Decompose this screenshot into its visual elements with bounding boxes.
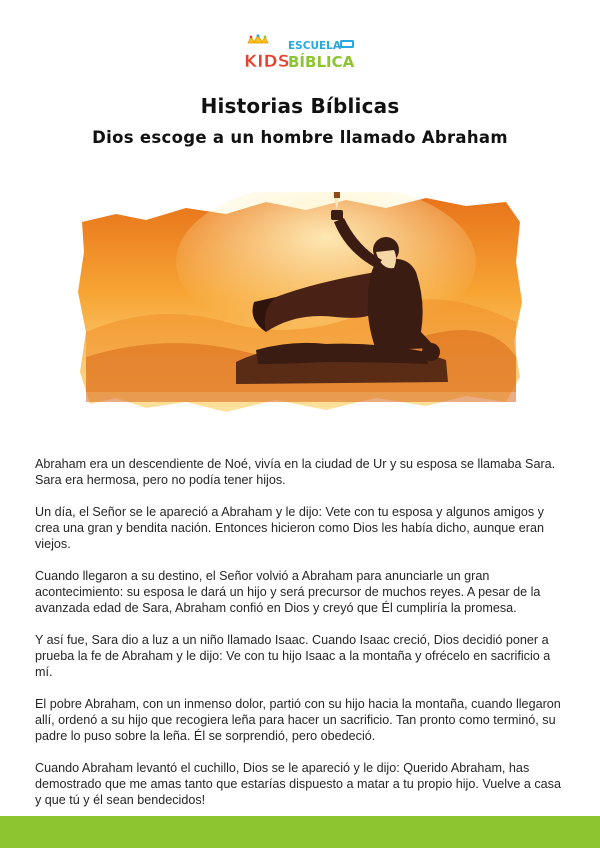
logo-escuela-text: ESCUELA xyxy=(288,40,341,52)
story-paragraph: El pobre Abraham, con un inmenso dolor, partió con su hijo hacia la montaña, cuando llegaron allí, ordenó a su hijo que recogiera leña para hacer un sacrificio. Tan pronto como terminó, su padre lo puso sobre la leña. Él se sorprendió, pero obedeció. xyxy=(35,697,561,743)
story-paragraph: Cuando llegaron a su destino, el Señor volvió a Abraham para anunciarle un gran acontecimiento: su esposa le dará un hijo y será precursor de muchos reyes. A pesar de la avanzada edad de Sara, Abraham confió en Dios y creyó que Él cumpliría la promesa. xyxy=(35,569,541,615)
story-body xyxy=(35,456,567,824)
footer-band xyxy=(0,816,600,848)
logo-biblica-text: BÍBLICA xyxy=(288,53,355,71)
story-paragraph: Abraham era un descendiente de Noé, vivía en la ciudad de Ur y su esposa se llamaba Sara. Sara era hermosa, pero no podía tener hijos. xyxy=(35,457,556,487)
story-paragraph: Cuando Abraham levantó el cuchillo, Dios se le apareció y le dijo: Querido Abraham, has demostrado que me amas tanto que estarías dispuesto a matar a tu propio hijo. Vuelve a casa y que tú y él sean bendecidos! xyxy=(35,761,561,807)
logo-graphic xyxy=(242,34,360,74)
page-title: Historias Bíblicas xyxy=(200,94,400,118)
story-paragraph: Un día, el Señor se le apareció a Abraham y le dijo: Vete con tu esposa y algunos amigos y crea una gran y bendita nación. Entonces hicieron como Dios les había dicho, aunque eran viejos. xyxy=(35,505,544,551)
abraham-illustration xyxy=(76,192,524,420)
abraham-raising-knife-illustration xyxy=(76,192,524,420)
kids-escuela-biblica-logo xyxy=(242,34,360,74)
logo-kids-text: KIDS xyxy=(244,52,290,72)
page-subtitle: Dios escoge a un hombre llamado Abraham xyxy=(92,128,508,147)
story-paragraph: Y así fue, Sara dio a luz a un niño llamado Isaac. Cuando Isaac creció, Dios decidió poner a prueba la fe de Abraham y le dijo: Ve con tu hijo Isaac a la montaña y ofrécelo en sacrificio a mí. xyxy=(35,633,551,679)
